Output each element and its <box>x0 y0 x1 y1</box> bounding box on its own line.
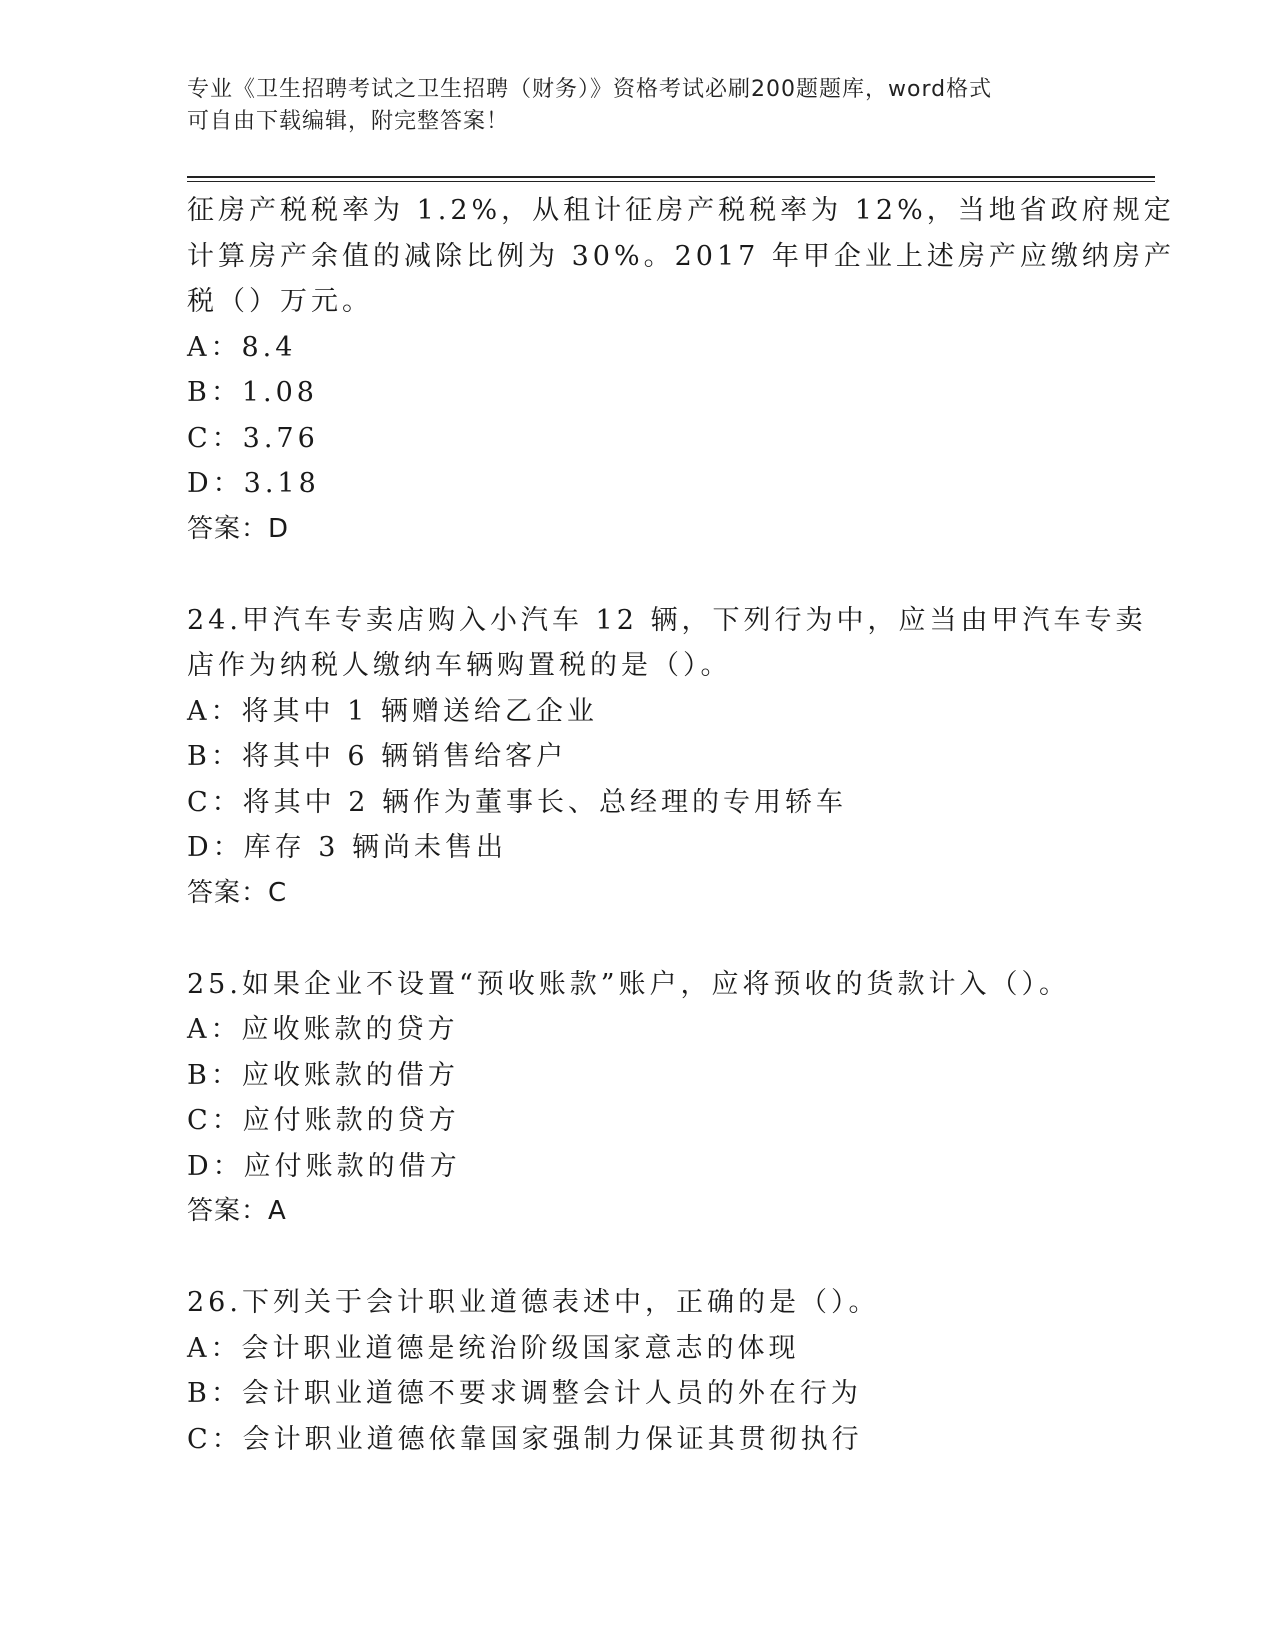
header-rule-thin <box>187 181 1155 182</box>
question-text-line: 征房产税税率为 1.2%，从租计征房产税税率为 12%，当地省政府规定 <box>187 195 1175 226</box>
question-24 <box>187 598 1147 917</box>
option-d: D：库存 3 辆尚未售出 <box>187 832 507 863</box>
option-b: B：应收账款的借方 <box>187 1059 459 1091</box>
question-text-line: 税（）万元。 <box>187 286 373 317</box>
question-26 <box>187 1280 1087 1462</box>
option-c: C：应付账款的贷方 <box>187 1105 460 1136</box>
option-c: C：3.76 <box>187 422 319 454</box>
option-d: D：3.18 <box>187 468 320 499</box>
question-continuation <box>187 188 1175 552</box>
answer: 答案：D <box>187 513 290 544</box>
option-b: B：1.08 <box>187 377 318 408</box>
answer: 答案：C <box>187 877 288 908</box>
question-text-line: 25.如果企业不设置“预收账款”账户，应将预收的货款计入（）。 <box>187 968 1071 1000</box>
question-text-line: 24.甲汽车专卖店购入小汽车 12 辆，下列行为中，应当由甲汽车专卖 <box>187 604 1147 636</box>
option-b: B：将其中 6 辆销售给客户 <box>187 741 568 772</box>
header-line-2: 可自由下载编辑，附完整答案！ <box>187 109 510 134</box>
question-text-line: 店作为纳税人缴纳车辆购置税的是（）。 <box>187 650 732 681</box>
question-text-line: 计算房产余值的减除比例为 30%。2017 年甲企业上述房产应缴纳房产 <box>187 240 1175 272</box>
option-a: A：应收账款的贷方 <box>187 1014 459 1045</box>
question-25 <box>187 962 1087 1235</box>
question-text-line: 26.下列关于会计职业道德表述中，正确的是（）。 <box>187 1287 880 1318</box>
answer: 答案：A <box>187 1196 287 1226</box>
header-line-1: 专业《卫生招聘考试之卫生招聘（财务）》资格考试必刷200题题库，word格式 <box>187 77 993 102</box>
document-header <box>187 74 1087 138</box>
option-a: A：会计职业道德是统治阶级国家意志的体现 <box>187 1332 800 1364</box>
header-rule-thick <box>187 176 1155 178</box>
option-a: A：将其中 1 辆赠送给乙企业 <box>187 695 598 727</box>
option-c: C：会计职业道德依靠国家强制力保证其贯彻执行 <box>187 1423 863 1455</box>
option-a: A：8.4 <box>187 331 297 363</box>
option-c: C：将其中 2 辆作为董事长、总经理的专用轿车 <box>187 786 848 818</box>
document-body <box>187 188 1175 1462</box>
option-b: B：会计职业道德不要求调整会计人员的外在行为 <box>187 1378 862 1409</box>
option-d: D：应付账款的借方 <box>187 1150 461 1182</box>
